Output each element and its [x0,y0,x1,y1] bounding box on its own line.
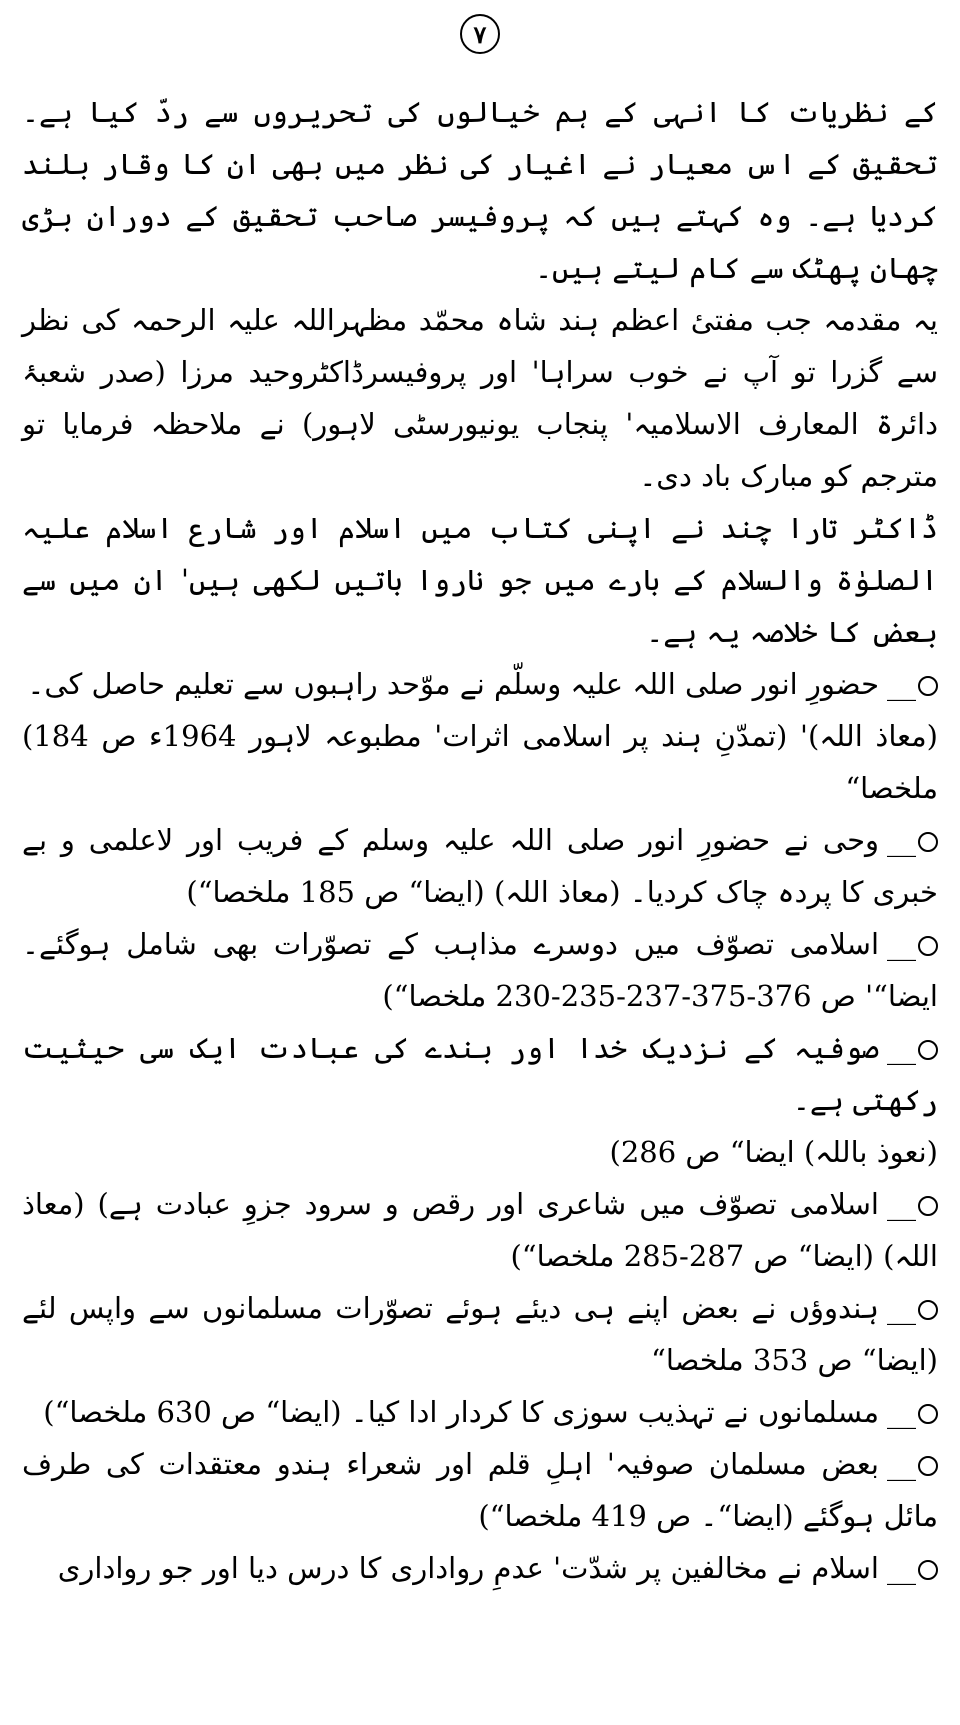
bullet-text: حضورِ انور صلی اللہ علیہ وسلّم نے موّحد راہبوں سے تعلیم حاصل کی۔ [27,667,879,701]
bullet-item [22,1022,938,1178]
hollow-circle-icon [918,1040,938,1060]
bullet-text: اسلامی تصوّف میں شاعری اور رقص و سرود جزوِ عبادت ہے) (معاذ اللہ) (ایضا“ ص 287-285 ملخصا“) [22,1187,938,1273]
bullet-text: صوفیہ کے نزدیک خدا اور بندے کی عبادت ایک سی حیثیت رکھتی ہے۔ [22,1031,938,1117]
bullet-dash: __ [887,1291,916,1325]
hollow-circle-icon [918,1300,938,1320]
hollow-circle-icon [918,832,938,852]
page-header [22,14,938,66]
hollow-circle-icon [918,1560,938,1580]
hollow-circle-icon [918,676,938,696]
paragraph-tara-chand: ڈاکٹر تارا چند نے اپنی کتاب میں اسلام اور شارع اسلام علیہ الصلوٰۃ والسلام کے بارے میں جو ناروا باتیں لکھی ہیں' ان میں سے بعض کا خلاصہ یہ ہے۔ [22,511,938,649]
bullet-reference: (نعوذ باللہ) ایضا“ ص 286) [609,1135,938,1169]
bullet-dash: __ [887,1551,916,1585]
bullet-reference: (معاذ اللہ)' (تمدّنِ ہند پر اسلامی اثرات' مطبوعہ لاہور 1964ء ص 184) ملخصا“ [22,719,938,805]
bullet-text: مسلمانوں نے تہذیب سوزی کا کردار ادا کیا۔ (ایضا“ ص 630 ملخصا“) [43,1395,879,1429]
bullet-dash: __ [887,1187,916,1221]
bullet-dash: __ [887,823,916,857]
hollow-circle-icon [918,936,938,956]
hollow-circle-icon [918,1456,938,1476]
bullet-dash: __ [887,1031,916,1065]
bullet-text: وحی نے حضورِ انور صلی اللہ علیہ وسلم کے فریب اور لاعلمی و بے خبری کا پردہ چاک کردیا۔ (معاذ اللہ) (ایضا“ ص 185 ملخصا“) [22,823,938,909]
bullet-text: ہندوؤں نے بعض اپنے ہی دیئے ہوئے تصوّرات مسلمانوں سے واپس لئے (ایضا“ ص 353 ملخصا“ [22,1291,938,1377]
bullet-text: اسلامی تصوّف میں دوسرے مذاہب کے تصوّرات بھی شامل ہوگئے۔ایضا“' ص 376-375-237-235-230 ملخصا“) [22,927,938,1013]
bullet-item [22,918,938,1022]
paragraph-muqaddama: یہ مقدمہ جب مفتیٔ اعظم ہند شاہ محمّد مظہراللہ علیہ الرحمہ کی نظر سے گزرا تو آپ نے خوب سراہا' اور پروفیسرڈاکٹروحید مرزا (صدر شعبۂ دائرۃ المعارف الاسلامیہ' پنجاب یونیورسٹی لاہور) نے ملاحظہ فرمایا تو مترجم کو مبارک باد دی۔ [22,303,938,493]
bullet-item [22,1178,938,1282]
bullet-dash: __ [887,667,916,701]
bullet-text: اسلام نے مخالفین پر شدّت' عدمِ رواداری کا درس دیا اور جو رواداری [57,1551,879,1585]
bullet-text: بعض مسلمان صوفیہ' اہلِ قلم اور شعراء ہندو معتقدات کی طرف مائل ہوگئے (ایضا“۔ ص 419 ملخصا“) [22,1447,938,1533]
bullet-item [22,1438,938,1542]
paragraph-intro: کے نظریات کا انہی کے ہم خیالوں کی تحریروں سے ردّ کیا ہے۔ تحقیق کے اس معیار نے اغیار کی نظر میں بھی ان کا وقار بلند کردیا ہے۔ وہ کہتے ہیں کہ پروفیسر صاحب تحقیق کے دوران بڑی چھان پھٹک سے کام لیتے ہیں۔ [22,95,938,285]
hollow-circle-icon [918,1196,938,1216]
bullet-item [22,1282,938,1386]
hollow-circle-icon [918,1404,938,1424]
bullet-item [22,814,938,918]
body-text [22,86,938,1594]
bullet-item [22,1542,938,1594]
bullet-item [22,658,938,814]
bullet-item [22,1386,938,1438]
bullet-dash: __ [887,1395,916,1429]
bullet-dash: __ [887,1447,916,1481]
page-number-badge: ۷ [460,14,500,54]
bullet-dash: __ [887,927,916,961]
